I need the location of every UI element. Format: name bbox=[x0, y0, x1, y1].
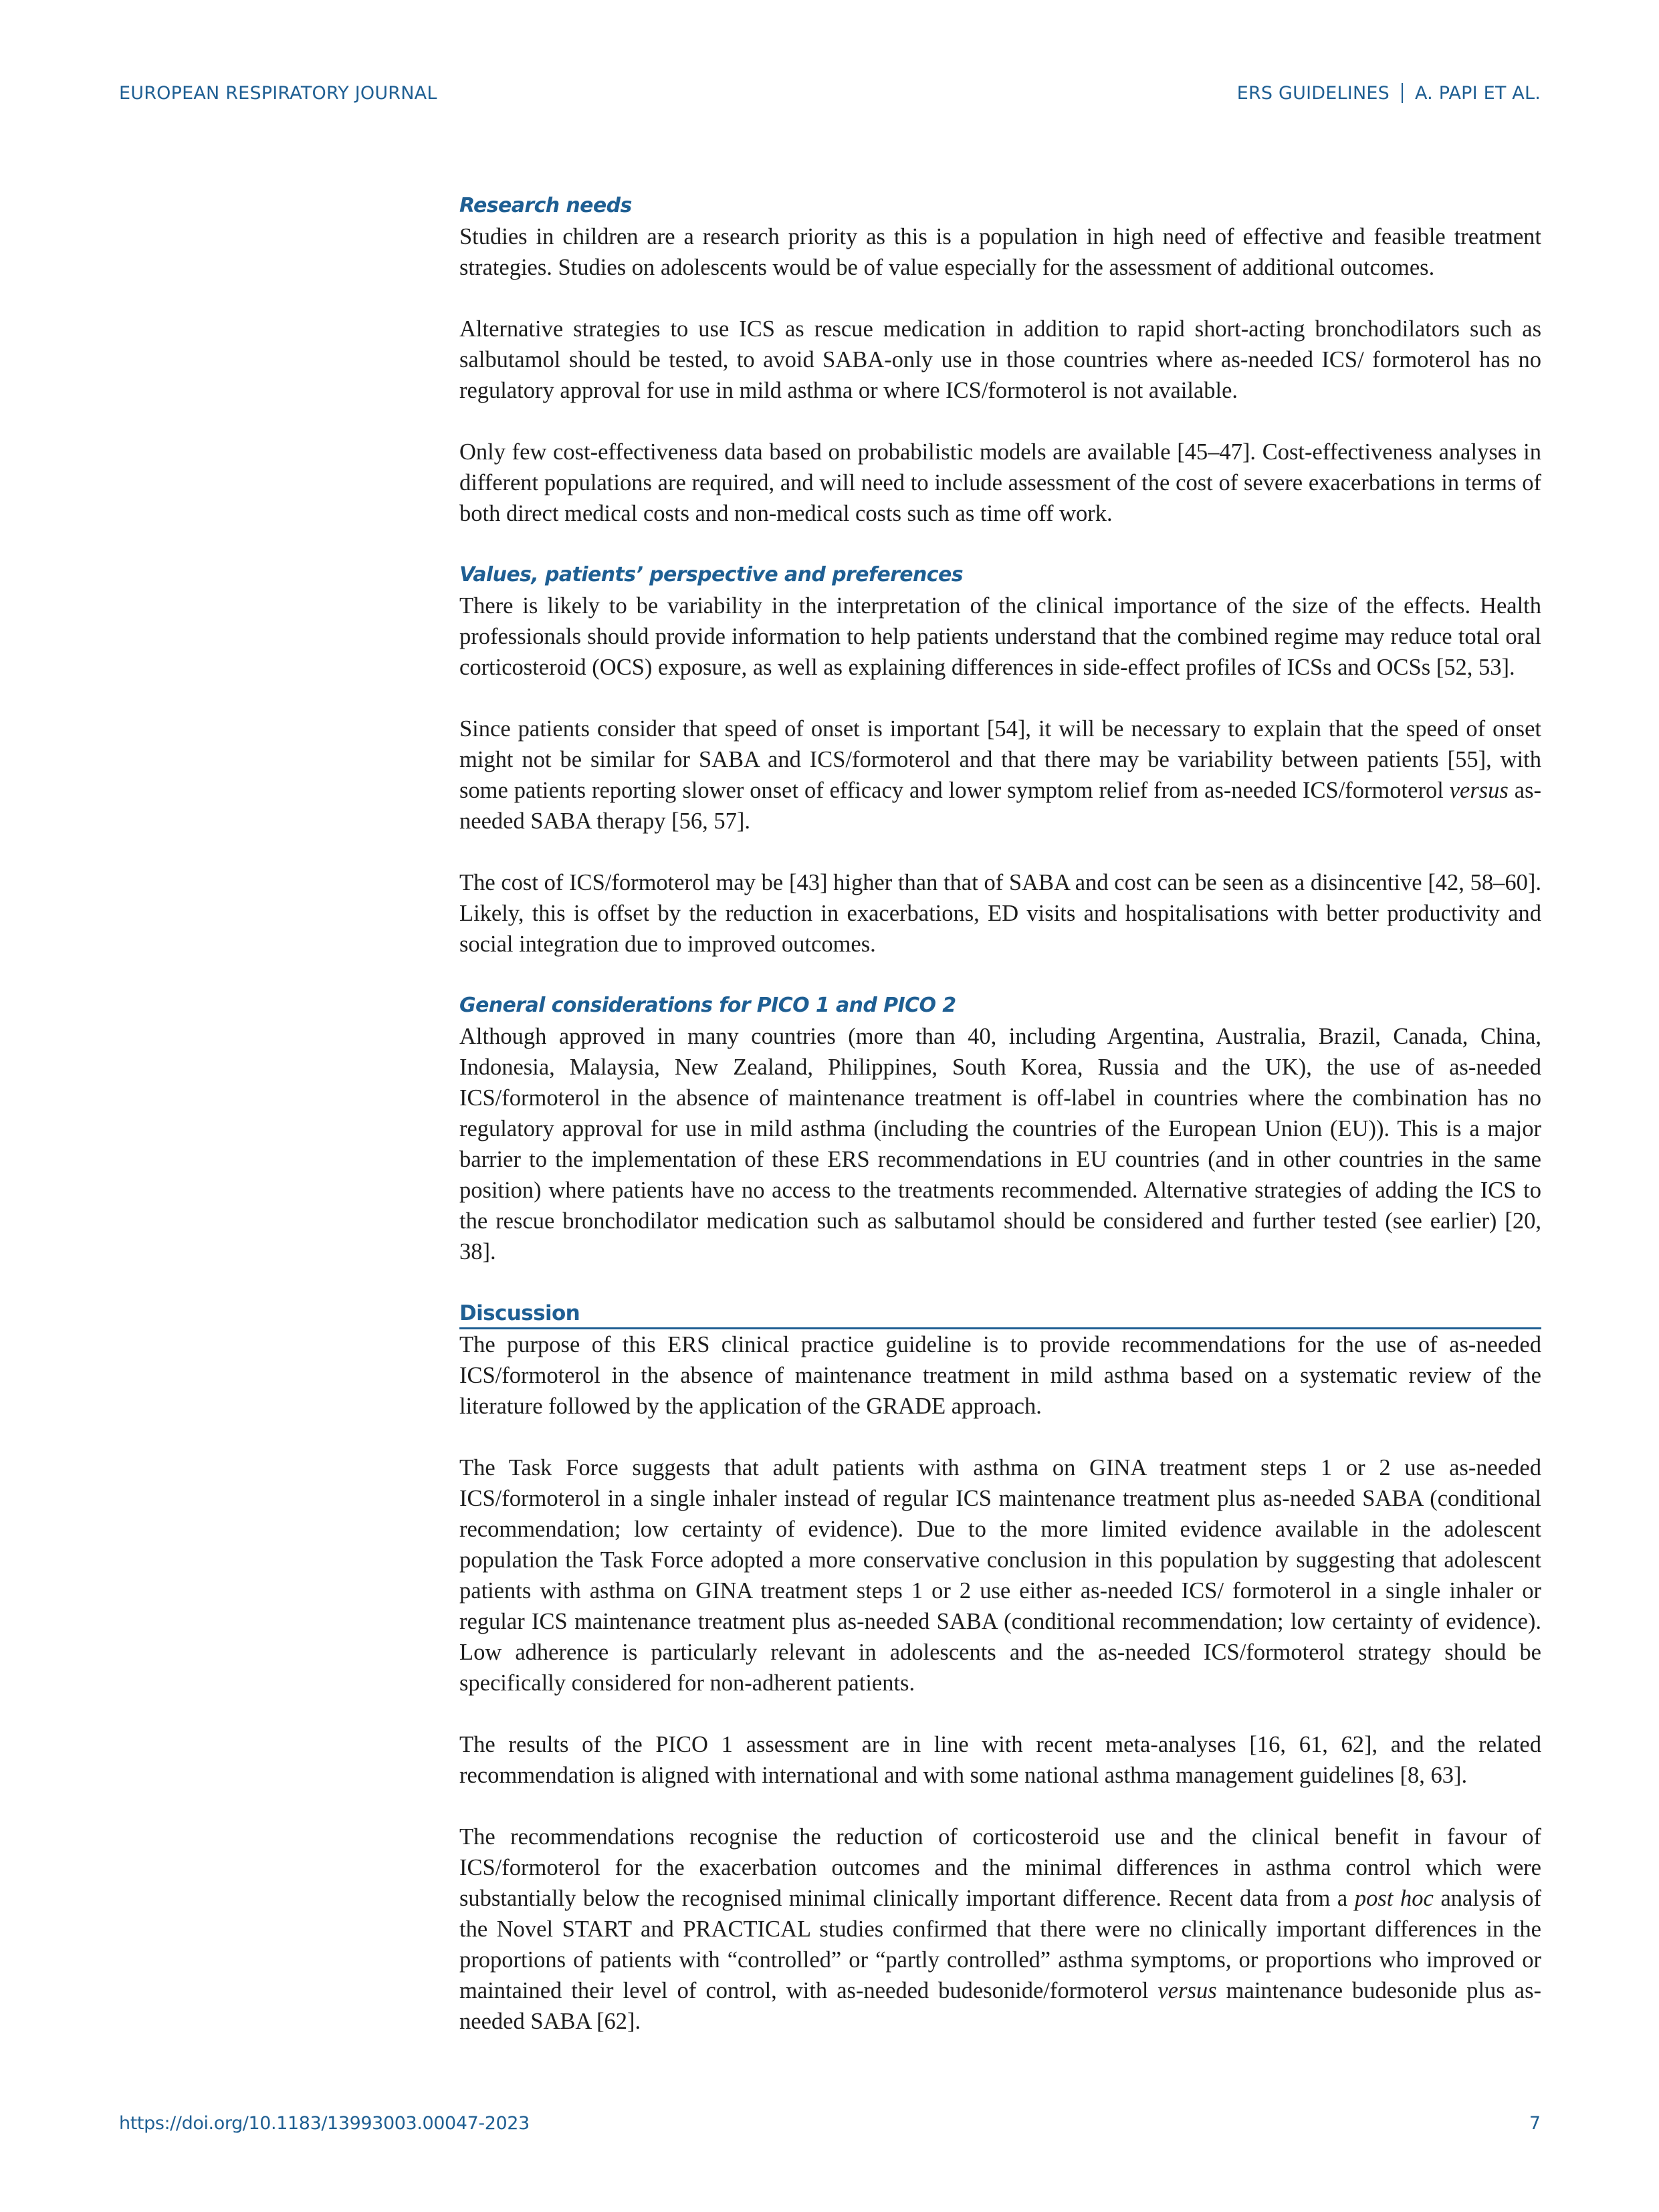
page-footer bbox=[119, 2113, 1541, 2140]
italic-text: versus bbox=[1449, 778, 1509, 803]
authors-label: A. PAPI ET AL. bbox=[1414, 83, 1541, 104]
text-run: as-needed SABA therapy [56, 57]. bbox=[459, 778, 1541, 834]
paragraph bbox=[459, 713, 1541, 837]
paragraph: The results of the PICO 1 assessment are in line with recent meta-analyses [16, 61, 62], and the related recommendation is aligned with international and with some national asthma management guidelines [8, 63]. bbox=[459, 1732, 1541, 1788]
subheading-research-needs: Research needs bbox=[459, 194, 632, 217]
paragraph: The Task Force suggests that adult patients with asthma on GINA treatment steps 1 or 2 use as-needed ICS/formoterol in a single inhaler instead of regular ICS maintenance treatment plus as-needed SABA (conditional recommendation; low certainty of evidence). Due to the more limited evidence available in the adolescent population the Task Force adopted a more conservative conclusion in this population by suggesting that adolescent patients with asthma on GINA treatment steps 1 or 2 use either as-needed ICS/ formoterol in a single inhaler or regular ICS maintenance treatment plus as-needed SABA (conditional recommendation; low certainty of evidence). Low adherence is particularly relevant in adolescents and the as-needed ICS/formoterol strategy should be specifically considered for non-adherent patients. bbox=[459, 1455, 1541, 1696]
subheading-general-considerations: General considerations for PICO 1 and PICO 2 bbox=[459, 994, 956, 1017]
text-run: analysis of the Novel START and PRACTICAL studies confirmed that there were no clinically important differences in the proportions of patients with “controlled” or “partly controlled” asthma symptoms, or proportions who improved or maintained their level of control, with as-needed budesonide/formoterol bbox=[459, 1886, 1542, 2003]
italic-text: post hoc bbox=[1354, 1886, 1434, 1911]
running-header-right bbox=[1237, 83, 1541, 104]
running-header bbox=[119, 83, 1541, 110]
journal-name: EUROPEAN RESPIRATORY JOURNAL bbox=[119, 83, 437, 104]
paragraph: Studies in children are a research priority as this is a population in high need of effective and feasible treatment strategies. Studies on adolescents would be of value especially for the assessment of additional outcomes. bbox=[459, 224, 1541, 280]
paragraph: The cost of ICS/formoterol may be [43] higher than that of SABA and cost can be seen as a disincentive [42, 58–60]. Likely, this is offset by the reduction in exacerbations, ED visits and hospitalisations with better productivity and social integration due to improved outcomes. bbox=[459, 870, 1541, 957]
doi-link[interactable]: https://doi.org/10.1183/13993003.00047-2023 bbox=[119, 2113, 530, 2134]
paragraph: The purpose of this ERS clinical practice guideline is to provide recommendations for the use of as-needed ICS/formoterol in the absence of maintenance treatment in mild asthma based on a systematic review of the literature followed by the application of the GRADE approach. bbox=[459, 1332, 1541, 1419]
subheading-values: Values, patients’ perspective and preferences bbox=[459, 563, 963, 586]
text-run: The recommendations recognise the reduction of corticosteroid use and the clinical benefit in favour of ICS/formoterol for the exacerbation outcomes and the minimal differences in asthma control which were substantially below the recognised minimal clinically important difference. Recent data from a bbox=[459, 1824, 1541, 1911]
paragraph: Alternative strategies to use ICS as rescue medication in addition to rapid short-acting bronchodilators such as salbutamol should be tested, to avoid SABA-only use in those countries where as-needed ICS/ formoterol has no regulatory approval for use in mild asthma or where ICS/formoterol is not available. bbox=[459, 316, 1541, 403]
header-separator bbox=[1402, 83, 1403, 103]
paragraph: Although approved in many countries (more than 40, including Argentina, Australia, Brazil, Canada, China, Indonesia, Malaysia, New Zealand, Philippines, South Korea, Russia and the UK), the use of as-needed ICS/formoterol in the absence of maintenance treatment is off-label in countries where the combination has no regulatory approval for use in mild asthma (including the countries of the European Union (EU)). This is a major barrier to the implementation of these ERS recommendations in EU countries (and in other countries in the same position) where patients have no access to the treatments recommended. Alternative strategies of adding the ICS to the rescue bronchodilator medication such as salbutamol should be considered and further tested (see earlier) [20, 38]. bbox=[459, 1024, 1541, 1264]
paragraph: Only few cost-effectiveness data based on probabilistic models are available [45–47]. Cost-effectiveness analyses in different populations are required, and will need to include assessment of the cost of severe exacerbations in terms of both direct medical costs and non-medical costs such as time off work. bbox=[459, 439, 1541, 526]
section-label: ERS GUIDELINES bbox=[1236, 83, 1390, 104]
article-body bbox=[459, 191, 1541, 2068]
paragraph bbox=[459, 1821, 1541, 2037]
text-run: maintenance budesonide plus as-needed SABA [62]. bbox=[459, 1978, 1542, 2034]
section-heading-discussion: Discussion bbox=[459, 1298, 1541, 1329]
paragraph: There is likely to be variability in the interpretation of the clinical importance of the size of the effects. Health professionals should provide information to help patients understand that the combined regime may reduce total oral corticosteroid (OCS) exposure, as well as explaining differences in side-effect profiles of ICSs and OCSs [52, 53]. bbox=[459, 593, 1541, 680]
italic-text: versus bbox=[1157, 1978, 1217, 2003]
text-run: Since patients consider that speed of onset is important [54], it will be necessary to explain that the speed of onset might not be similar for SABA and ICS/formoterol and that there may be variability between patients [55], with some patients reporting slower onset of efficacy and lower symptom relief from as-needed ICS/formoterol bbox=[459, 716, 1541, 803]
page-number: 7 bbox=[1529, 2113, 1541, 2134]
